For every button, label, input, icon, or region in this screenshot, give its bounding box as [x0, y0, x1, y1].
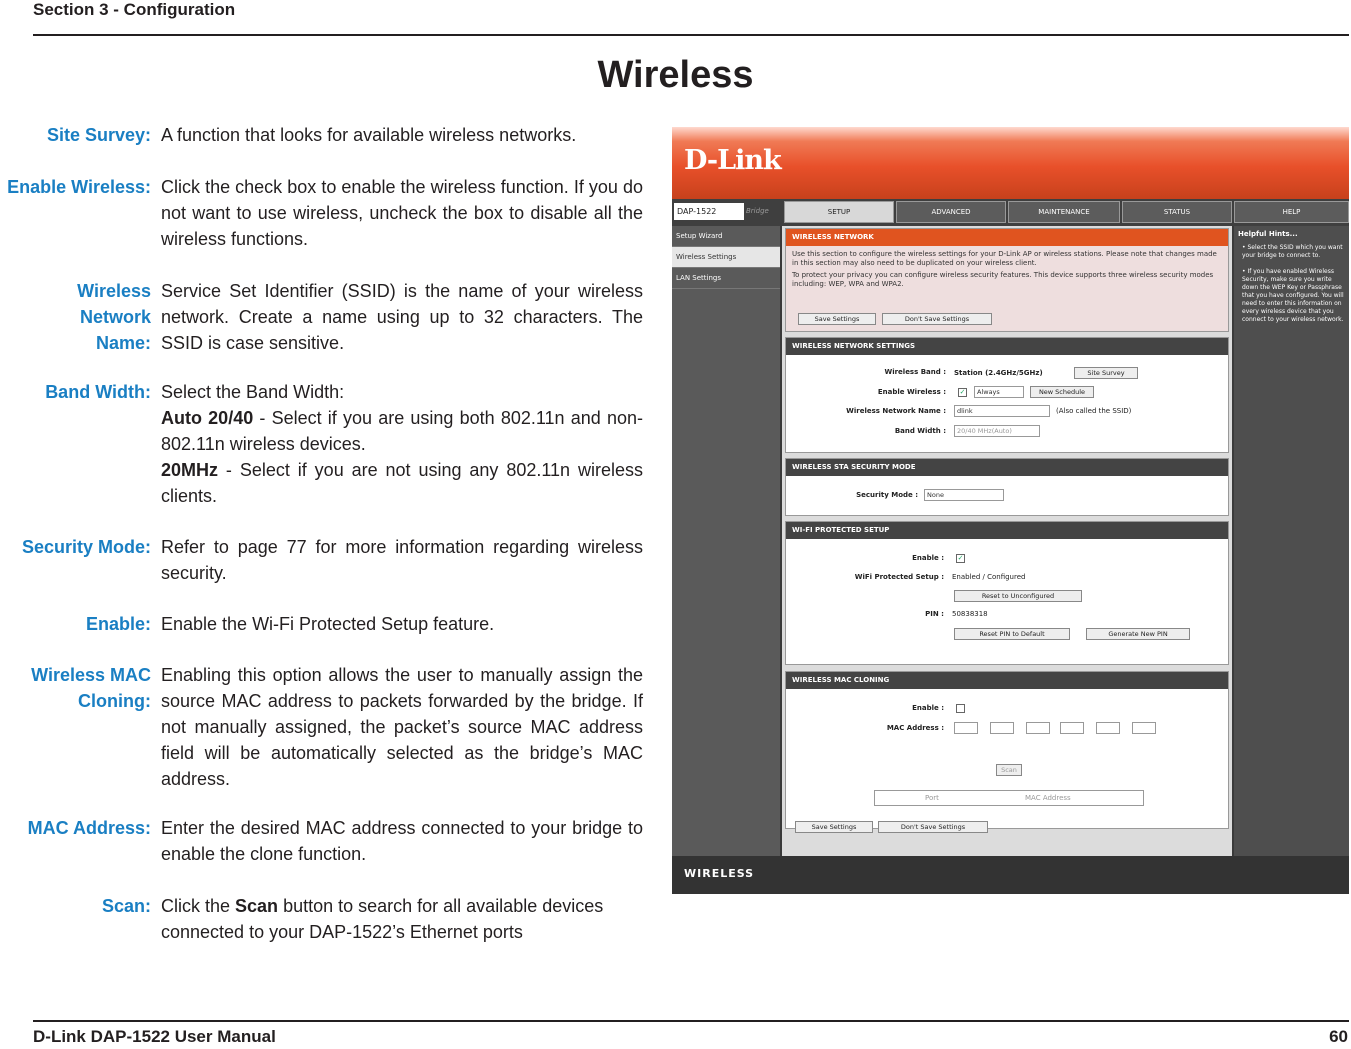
def-desc: Click the check box to enable the wireless function. If you do not want to use wireless, uncheck the box to disable all the wireless functions. [161, 177, 643, 249]
mhz-label: 20MHz [161, 460, 219, 480]
main-content [782, 226, 1232, 856]
def-desc [161, 379, 643, 509]
mac-octet-input[interactable] [1026, 722, 1050, 734]
ssid-input[interactable]: dlink [954, 405, 1050, 417]
reset-pin-button[interactable]: Reset PIN to Default [954, 628, 1070, 640]
help-title: Helpful Hints... [1238, 230, 1298, 238]
tab-advanced[interactable]: ADVANCED [896, 201, 1006, 223]
mac-octet-input[interactable] [1132, 722, 1156, 734]
panel-header: WIRELESS NETWORK SETTINGS [786, 338, 1228, 355]
mhz-text: - Select if you are not using any 802.11n wireless clients. [161, 460, 643, 506]
wps-enable-checkbox[interactable]: ✓ [957, 554, 964, 562]
pin-label: PIN : [925, 610, 944, 618]
help-hint: • Select the SSID which you want your bridge to connect to. [1242, 244, 1343, 259]
def-term: Enable: [85, 614, 151, 634]
def-term: Scan: [101, 896, 151, 916]
header-rule [33, 34, 1349, 36]
sidebar-item-wireless-settings[interactable]: Wireless Settings [672, 247, 780, 268]
enable-wireless-label: Enable Wireless : [877, 388, 946, 396]
panel-header: WIRELESS MAC CLONING [786, 672, 1228, 689]
def-term: MAC Address: [27, 818, 151, 838]
panel-network-settings [785, 337, 1229, 453]
security-mode-label: Security Mode : [856, 491, 918, 499]
mac-enable-checkbox[interactable] [956, 704, 965, 713]
bandwidth-intro: Select the Band Width: [161, 382, 345, 402]
router-ui-screenshot [672, 127, 1349, 894]
footer-manual-title: D-Link DAP-1522 User Manual [33, 1027, 276, 1046]
schedule-select[interactable]: Always [974, 386, 1024, 398]
def-desc: Enter the desired MAC address connected to your bridge to enable the clone function. [161, 818, 643, 864]
def-term: Wireless Network Name: [77, 281, 151, 353]
scan-post: button to search for all available devices connected to your DAP-1522’s Ethernet ports [161, 896, 604, 942]
dlink-logo: D-Link [684, 145, 781, 176]
scan-bold: Scan [235, 896, 279, 916]
panel-wireless-network [785, 228, 1229, 332]
def-term: Enable Wireless: [7, 177, 151, 197]
def-desc: A function that looks for available wireless networks. [161, 125, 577, 145]
scan-button[interactable]: Scan [996, 764, 1022, 776]
scan-pre: Click the [161, 896, 236, 916]
auto-text: - Select if you are using both 802.11n and non-802.11n wireless devices. [161, 408, 644, 454]
tab-setup[interactable]: SETUP [784, 201, 894, 223]
def-term: Wireless MAC Cloning: [31, 665, 151, 711]
page-number: 60 [1329, 1027, 1348, 1046]
mac-enable-label: Enable : [912, 704, 944, 712]
bottom-bar [672, 856, 1349, 894]
wireless-logo: WIRELESS [684, 867, 755, 880]
side-nav [672, 226, 780, 856]
wps-enable-label: Enable : [912, 554, 944, 562]
privacy-text: To protect your privacy you can configure wireless security features. This device supports three wireless security modes including: WEP, WPA and WPA2. [792, 271, 1214, 288]
panel-header: WIRELESS NETWORK [786, 229, 1228, 246]
ssid-label: Wireless Network Name : [846, 407, 946, 415]
def-desc: Service Set Identifier (SSID) is the name of your wireless network. Create a name using up to 32 characters. The SSID is case sensitive. [161, 281, 643, 353]
mac-scan-table [874, 790, 1144, 806]
col-port: Port [925, 794, 939, 802]
def-desc: Enabling this option allows the user to manually assign the source MAC address to packets forwarded by the bridge. If not manually assigned, the packet’s source MAC address field will be automatically selected as the bridge’s MAC address. [161, 665, 643, 789]
mode-label: Bridge [746, 207, 769, 215]
dont-save-button-bottom[interactable]: Don't Save Settings [878, 821, 988, 833]
col-mac: MAC Address [1025, 794, 1071, 802]
bandwidth-label: Band Width : [894, 427, 946, 435]
page-title: Wireless [597, 54, 754, 96]
sidebar-item-lan-settings[interactable]: LAN Settings [672, 268, 780, 289]
wps-status-label: WiFi Protected Setup : [854, 573, 944, 581]
mac-octet-input[interactable] [954, 722, 978, 734]
enable-wireless-checkbox[interactable]: ✓ [959, 388, 966, 396]
tab-status[interactable]: STATUS [1122, 201, 1232, 223]
tab-help[interactable]: HELP [1234, 201, 1349, 223]
tab-maintenance[interactable]: MAINTENANCE [1008, 201, 1120, 223]
reset-unconfigured-button[interactable]: Reset to Unconfigured [954, 590, 1082, 602]
dont-save-button[interactable]: Don't Save Settings [882, 313, 992, 325]
def-desc [161, 893, 643, 945]
mac-octet-input[interactable] [1060, 722, 1084, 734]
wps-status-value: Enabled / Configured [952, 573, 1026, 581]
def-term: Security Mode: [21, 537, 151, 557]
auto-label: Auto 20/40 [161, 408, 254, 428]
def-desc: Refer to page 77 for more information regarding wireless security. [161, 537, 643, 583]
mac-octet-input[interactable] [990, 722, 1014, 734]
panel-security-mode [785, 458, 1229, 516]
site-survey-button[interactable]: Site Survey [1074, 367, 1138, 379]
help-column [1234, 226, 1349, 856]
bandwidth-select[interactable]: 20/40 MHz(Auto) [954, 425, 1040, 437]
ssid-hint: (Also called the SSID) [1056, 407, 1132, 415]
pin-value: 50838318 [952, 610, 988, 618]
band-label: Wireless Band : [884, 368, 946, 376]
save-settings-button-bottom[interactable]: Save Settings [795, 821, 873, 833]
intro-text: Use this section to configure the wireless settings for your D-Link AP or wireless stations. Please note that changes made in this section may also need to be duplicated on your wireless client. [792, 250, 1217, 267]
panel-mac-cloning [785, 671, 1229, 829]
panel-header: WI-FI PROTECTED SETUP [786, 522, 1228, 539]
save-settings-button[interactable]: Save Settings [798, 313, 876, 325]
sidebar-item-setup-wizard[interactable]: Setup Wizard [672, 226, 780, 247]
help-hint: • If you have enabled Wireless Security, make sure you write down the WEP Key or Passphrase that you have configured. You will need to enter this information on every wireless device that you connect to your wireless network. [1242, 268, 1344, 323]
security-mode-select[interactable]: None [924, 489, 1004, 501]
mac-address-label: MAC Address : [886, 724, 944, 732]
section-header: Section 3 - Configuration [33, 0, 236, 19]
model-label: DAP-1522 [674, 203, 744, 220]
def-term: Band Width: [45, 382, 151, 402]
band-value: Station (2.4GHz/5GHz) [954, 369, 1043, 377]
generate-pin-button[interactable]: Generate New PIN [1086, 628, 1190, 640]
panel-header: WIRELESS STA SECURITY MODE [786, 459, 1228, 476]
mac-octet-input[interactable] [1096, 722, 1120, 734]
footer-rule [33, 1020, 1349, 1022]
def-desc: Enable the Wi-Fi Protected Setup feature. [161, 614, 495, 634]
new-schedule-button[interactable]: New Schedule [1030, 386, 1094, 398]
panel-wps [785, 521, 1229, 665]
def-term: Site Survey: [46, 125, 151, 145]
